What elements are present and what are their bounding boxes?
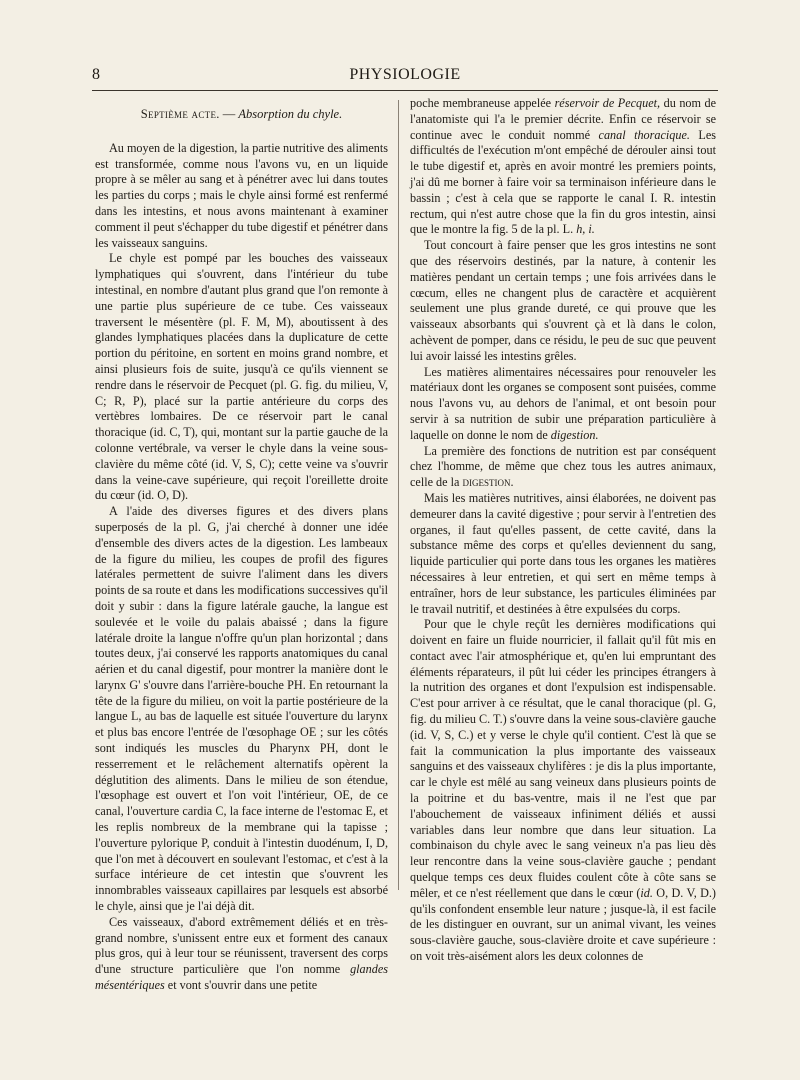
emphasis-text: réservoir de Pecquet, — [554, 96, 661, 110]
small-caps-text: digestion. — [462, 475, 514, 490]
paragraph — [410, 365, 716, 444]
section-title: Absorption du chyle. — [238, 107, 343, 121]
emphasis-text: glandes mésentériques — [95, 962, 388, 993]
right-column — [410, 96, 716, 965]
paragraph-text: O, D. V, D.) qu'ils confondent ensemble leur nature ; jusque-là, il est facile de les distinguer en ouvrant, sur un animal vivant, les veines sous-clavière gauche, sous-clavière droite et cave supérieure : on voit très-aisément alors les deux colonnes de — [410, 885, 716, 964]
page-number: 8 — [92, 66, 100, 83]
paragraph-text: Ces vaisseaux, d'abord extrêmement déliés et en très-grand nombre, s'unissent entre eux et forment des canaux plus gros, qui à leur tour se réunissent, traversent des corps d'une structure particulière que l'on nomme — [95, 914, 388, 977]
page-header — [92, 66, 718, 88]
emphasis-text: h, i. — [576, 222, 595, 237]
paragraph — [410, 96, 716, 238]
paragraph-text: Les difficultés de l'exécution m'ont empêché de dérouler ainsi tout le tube digestif et, après en avoir montré les premiers points, j'ai dû me borner à faire voir sa terminaison inférieure dans le bassin ; c'est à cela que se rapporte le canal I. R. intestin rectum, qui n'est autre chose que la fin du gros intestin, ainsi que le montre la fig. 5 de la pl. L. — [410, 127, 716, 237]
paragraph-text: du nom de l'anatomiste qui l'a le premier décrite. Enfin ce réservoir se continue avec le conduit nommé — [410, 96, 717, 142]
paragraph-text: poche membraneuse appelée — [410, 96, 552, 110]
paragraph: Tout concourt à faire penser que les gros intestins ne sont que des réservoirs destinés, par la nature, à contenir les matières pendant un certain temps ; une fois arrivées dans le cœcum, elles ne changent plus de caractère et acquièrent seulement une plus grande dureté, ce qui prouve que les vaisseaux absorbants qui s'ouvrent çà et là dans le colon, achèvent de pomper, dans ce résidu, le peu de suc que peuvent lui avoir laissé les intestins grêles. — [410, 238, 716, 363]
emphasis-text: id. — [640, 885, 653, 900]
paragraph — [95, 915, 388, 994]
paragraph: A l'aide des diverses figures et des divers plans superposés de la pl. G, j'ai cherché à donner une idée d'ensemble des divers actes de la digestion. Les lambeaux de la figure du milieu, les coupes de profil des figures latérales permettent de suivre l'aliment dans les divers points de sa route et dans les modifications successives qu'il doit y subir : dans la figure latérale gauche, la langue est soulevée et le voile du palais abaissé ; dans la figure latérale droite la langue n'offre qu'un plan horizontal ; dans toutes deux, j'ai conservé les rapports anatomiques du canal aérien et du canal digestif, pour montrer la manière dont le larynx G' s'ouvre dans l'arrière-bouche PH. En retournant la tête de la figure du milieu, on voit la partie postérieure de la langue L, au bas de laquelle est située l'ouverture du larynx et plus bas encore l'entrée de l'œsophage OE ; sur les côtés sont indiqués les muscles du Pharynx PH, dont le resserrement et le relâchement alternatifs opèrent la déglutition des aliments. Dans le milieu de son étendue, l'œsophage est ouvert et l'on voit l'intérieur, OE, de ce canal, l'ouverture cardia C, la face interne de l'estomac E, et les replis nombreux de la membrane qui la tapisse ; l'ouverture pylorique P, conduit à l'intestin duodénum, I, D, que l'on met à découvert en soulevant l'estomac, et c'est à la surface intérieure de cet intestin que s'ouvrent les innombrables vaisseaux capillaires par lesquels est absorbé le chyle, ainsi que je l'ai déjà dit. — [95, 504, 388, 914]
paragraph: Le chyle est pompé par les bouches des vaisseaux lymphatiques qui s'ouvrent, dans l'intérieur du tube intestinal, en nombre d'autant plus grand que l'on remonte à une partie plus supérieure de ce tube. Ces vaisseaux traversent le mésentère (pl. F. M, M), aboutissent à des glandes lymphatiques placées dans la duplicature de cette portion du péritoine, en sortent en moins grand nombre, et ainsi plusieurs fois de suite, jusqu'à ce qu'ils viennent se rendre dans le réservoir de Pecquet (pl. G. fig. du milieu, V, C; R, P), placé sur la partie antérieure du corps des vertèbres lombaires. De ce réservoir part le canal thoracique (id. C, T), qui, montant sur la partie gauche de la colonne vertébrale, va verser le chyle dans la veine sous-clavière du même côté (id. V, S, C); cette veine va s'ouvrir dans la veine-cave supérieure, qui reçoit l'oreillette droite du cœur (id. O, D). — [95, 251, 388, 503]
header-rule — [92, 90, 718, 91]
section-separator: — — [219, 107, 239, 121]
section-heading — [95, 107, 388, 123]
column-rule — [398, 100, 399, 890]
paragraph — [410, 617, 716, 965]
paragraph-text: La première des fonctions de nutrition est par conséquent chez l'homme, de même que chez tous les autres animaux, celle de la — [410, 443, 716, 490]
emphasis-text: digestion. — [550, 427, 599, 442]
left-column — [95, 107, 388, 994]
section-label: Septième acte. — [140, 107, 220, 121]
running-title: PHYSIOLOGIE — [349, 66, 461, 83]
paragraph-text: Les matières alimentaires nécessaires pour renouveler les matériaux dont les organes se composent sont puisées, comme nous l'avons vu, au dehors de l'animal, et ont besoin pour servir à sa nutrition de subir une préparation particulière à laquelle on donne le nom de — [410, 364, 716, 442]
paragraph: Mais les matières nutritives, ainsi élaborées, ne doivent pas demeurer dans la cavité digestive ; pour servir à l'entretien des organes, il faut qu'elles passent, de cette cavité, dans la substance même des corps et qu'elles deviennent du sang, liquide particulier qui porte dans tous les organes les matières nécessaires à leur entretien, et qui sert en même temps à entraîner, hors de leur substance, les particules éliminées par le travail nutritif, et destinées à être expulsées du corps. — [410, 490, 716, 616]
paragraph: Au moyen de la digestion, la partie nutritive des aliments est transformée, comme nous l'avons vu, en un liquide propre à se mêler au sang et à pénétrer avec lui dans toutes les parties du corps ; mais le chyle ainsi formé est renfermé dans les intestins, et nous avons maintenant à examiner comment il peut s'échapper du tube digestif et pénétrer dans les vaisseaux sanguins. — [95, 140, 388, 250]
paragraph — [410, 444, 716, 491]
emphasis-text: canal thoracique. — [598, 127, 690, 142]
paragraph-text: et vont s'ouvrir dans une petite — [167, 978, 318, 993]
paragraph-text: Pour que le chyle reçût les dernières modifications qui doivent en faire un fluide nourricier, il fallait qu'il fût mis en contact avec l'air atmosphérique et, qu'en lui empruntant des éléments réparateurs, il pût lui céder les principes étrangers à la nutrition des organes et dont l'expulsion est indispensable. C'est pour arriver à ce résultat, que le canal thoracique (pl. G, fig. du milieu C. T.) s'ouvre dans la veine sous-clavière gauche (id. V, S, C.) et y verse le chyle qu'il contient. C'est là que se fait la communication la plus importante des vaisseaux sanguins et des vaisseaux chylifères : je dis la plus importante, car le chyle est mêlé au sang veineux dans plusieurs points de la poitrine et du bas-ventre, mais il ne l'est que par l'abouchement de vaisseaux infiniment déliés et aussi variables dans leur nombre que dans leur situation. La combinaison du chyle avec le sang veineux n'a pas lieu dès leur rencontre dans la veine sous-clavière gauche ; pendant quelque temps ces deux fluides coulent côte à côte sans se mêler, et ce n'est réellement que dans le cœur ( — [410, 617, 717, 900]
